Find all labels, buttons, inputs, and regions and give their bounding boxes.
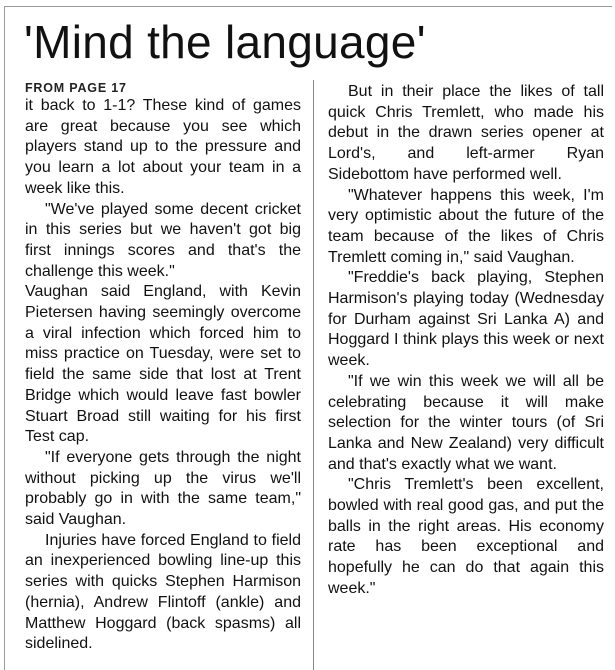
paragraph: Vaughan said England, with Kevin Pietersen having seemingly overcome a viral infection which forced him to miss practice on Tuesday, were set to field the same side that lost at Trent Bridge which would leave fast bowler Stuart Broad still waiting for his first Test cap. [25,283,301,446]
paragraph: "If everyone gets through the night without picking up the virus we'll probably go in with the same team," said Vaughan. [25,448,301,529]
left-column [25,80,301,655]
paragraph: "Whatever happens this week, I'm very optimistic about the future of the team because of the likes of Chris Tremlett coming in," said Vaughan. [328,186,604,266]
paragraph: "Chris Tremlett's been excellent, bowled with real good gas, and put the balls in the right areas. His economy rate has been exceptional and hopefully he can do that again this week." [328,476,604,597]
headline: 'Mind the language' [24,16,426,68]
paragraph: But in their place the likes of tall quick Chris Tremlett, who made his debut in the drawn series opener at Lord's, and left-armer Ryan Sidebottom have performed well. [328,83,604,183]
paragraph: Injuries have forced England to field an inexperienced bowling line-up this series with quicks Stephen Harmison (hernia), Andrew Flintoff (ankle) and Matthew Hoggard (back spasms) all sidelined. [25,531,301,653]
continued-from-kicker: FROM PAGE 17 [25,81,127,95]
paragraph: "We've played some decent cricket in this series but we haven't got big first innings scores and that's the challenge this week." [25,200,301,280]
frame-left-rule [4,6,5,670]
paragraph: "Freddie's back playing, Stephen Harmison's playing today (Wednesday for Durham against Sri Lanka A) and Hoggard I think plays this week or next week. [328,269,604,370]
paragraph: "If we win this week we will all be celebrating because it will make selection for the winter tours (of Sri Lanka and New Zealand) very difficult and that's exactly what we want. [328,372,604,473]
column-divider [313,80,314,670]
frame-top-rule [4,6,612,7]
right-column [328,82,604,600]
paragraph: it back to 1-1? These kind of games are great because you see which players stand up to the pressure and you learn a lot about your team in a week like this. [25,97,301,197]
